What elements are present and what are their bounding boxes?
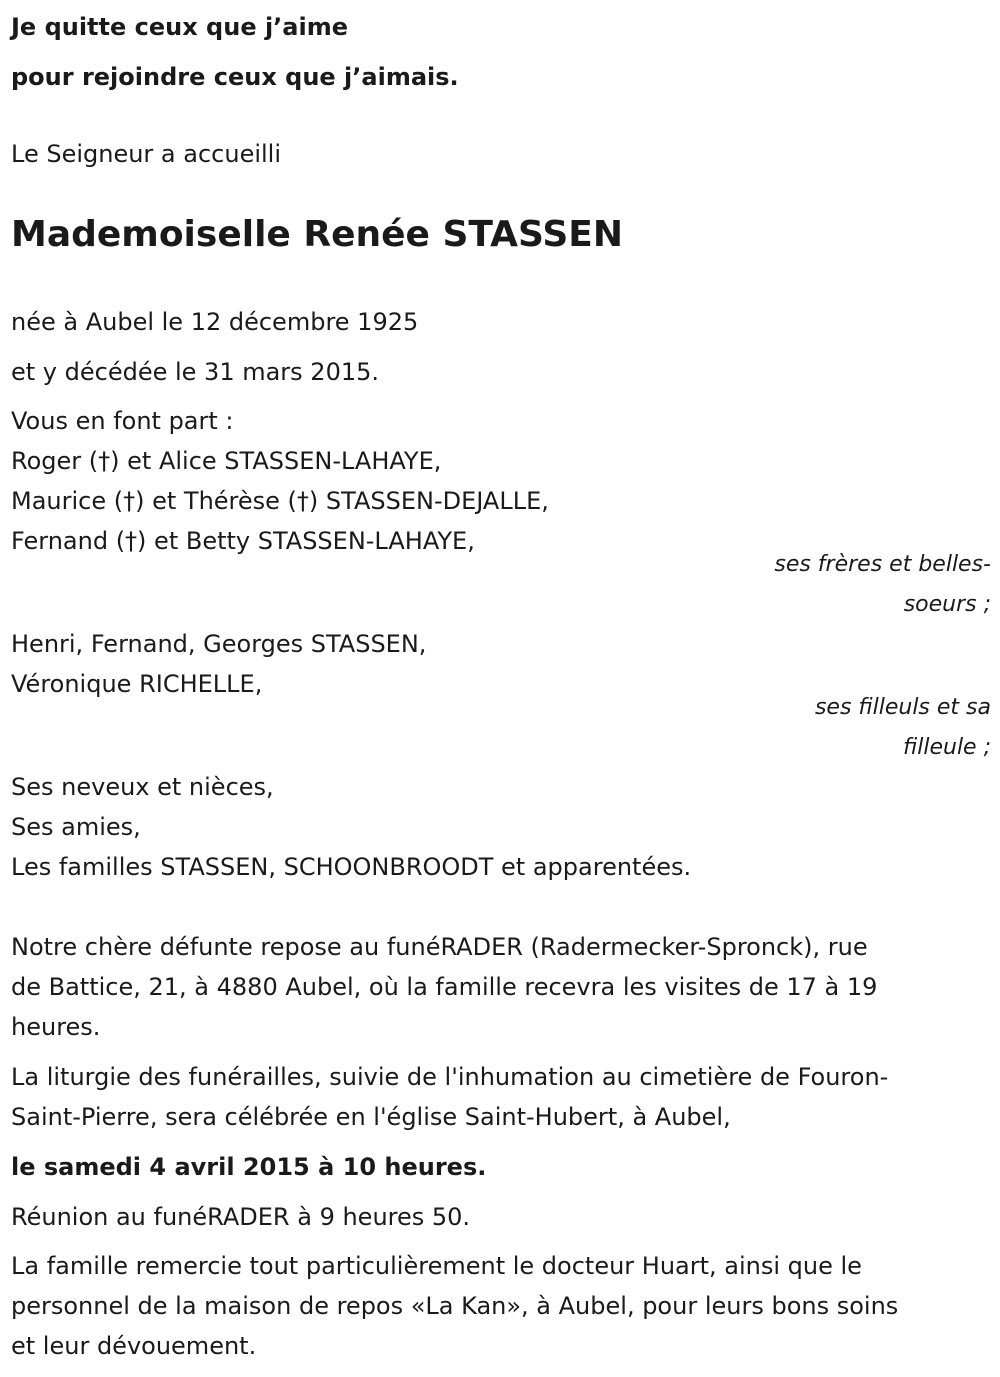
rest-line: heures.	[11, 1013, 101, 1041]
rest-line: Notre chère défunte repose au funéRADER (Radermecker-Spronck), rue	[11, 933, 868, 961]
epigraph	[11, 2, 459, 102]
deceased-name: Mademoiselle Renée STASSEN	[11, 214, 623, 255]
thanks-line: et leur dévouement.	[11, 1332, 257, 1360]
family-section	[11, 401, 991, 561]
other-line: Ses amies,	[11, 813, 141, 841]
liturgy-line: La liturgie des funérailles, suivie de l'inhumation au cimetière de Fouron-	[11, 1063, 889, 1091]
godchild-line: Véronique RICHELLE,	[11, 670, 263, 698]
others-section	[11, 767, 991, 887]
siblings-relation	[11, 545, 991, 625]
relation-line: filleule ;	[903, 735, 991, 760]
birth-info: née à Aubel le 12 décembre 1925	[11, 308, 419, 336]
thanks-paragraph	[11, 1246, 991, 1366]
liturgy-line: Saint-Pierre, sera célébrée en l'église Saint-Hubert, à Aubel,	[11, 1103, 731, 1131]
sibling-line: Fernand (†) et Betty STASSEN-LAHAYE,	[11, 527, 475, 555]
thanks-line: personnel de la maison de repos «La Kan», à Aubel, pour leurs bons soins	[11, 1292, 899, 1320]
announce-text: Vous en font part :	[11, 407, 234, 435]
intro-text: Le Seigneur a accueilli	[11, 140, 282, 168]
other-line: Ses neveux et nièces,	[11, 773, 274, 801]
epigraph-line-1: Je quitte ceux que j’aime	[11, 13, 349, 41]
rest-line: de Battice, 21, à 4880 Aubel, où la famille recevra les visites de 17 à 19	[11, 973, 878, 1001]
sibling-line: Roger (†) et Alice STASSEN-LAHAYE,	[11, 447, 442, 475]
godchildren-relation	[11, 688, 991, 768]
sibling-line: Maurice (†) et Thérèse (†) STASSEN-DEJALLE,	[11, 487, 549, 515]
relation-line: ses filleuls et sa	[814, 695, 991, 720]
relation-line: ses frères et belles-	[774, 552, 991, 577]
death-info: et y décédée le 31 mars 2015.	[11, 358, 380, 386]
godchild-line: Henri, Fernand, Georges STASSEN,	[11, 630, 427, 658]
relation-line: soeurs ;	[903, 592, 991, 617]
liturgy-paragraph	[11, 1057, 991, 1137]
thanks-line: La famille remercie tout particulièrement le docteur Huart, ainsi que le	[11, 1252, 862, 1280]
meeting-info: Réunion au funéRADER à 9 heures 50.	[11, 1203, 471, 1231]
funeral-date-time: le samedi 4 avril 2015 à 10 heures.	[11, 1153, 487, 1181]
other-line: Les familles STASSEN, SCHOONBROODT et apparentées.	[11, 853, 692, 881]
rest-paragraph	[11, 927, 991, 1047]
epigraph-line-2: pour rejoindre ceux que j’aimais.	[11, 63, 459, 91]
